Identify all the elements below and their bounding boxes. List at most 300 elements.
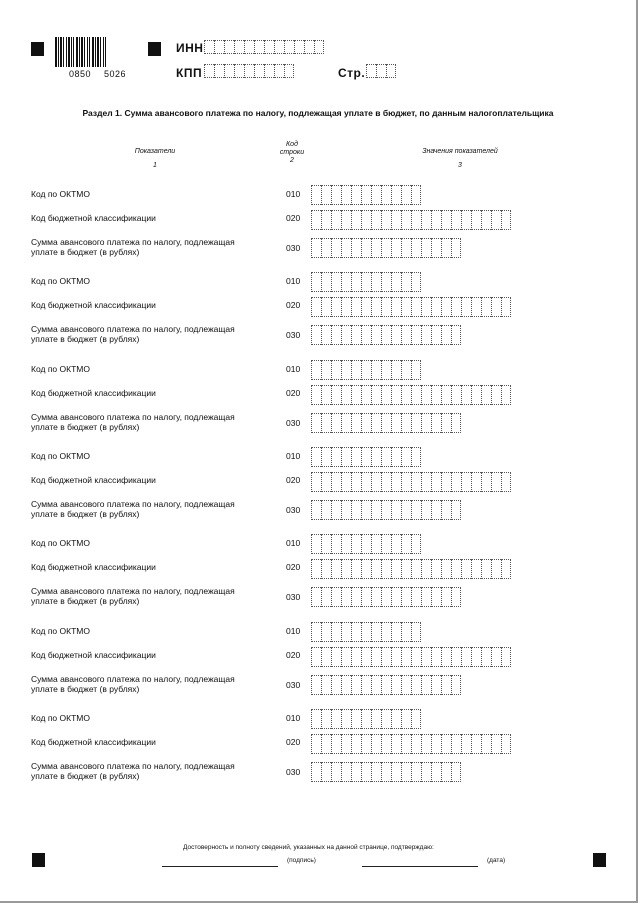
input-cell[interactable] <box>401 210 411 230</box>
value-field-oktmo[interactable] <box>311 272 421 292</box>
input-cell[interactable] <box>341 534 351 554</box>
input-cell[interactable] <box>361 734 371 754</box>
input-cell[interactable] <box>341 185 351 205</box>
input-cell[interactable] <box>371 210 381 230</box>
input-cell[interactable] <box>451 210 461 230</box>
input-cell[interactable] <box>481 559 491 579</box>
input-cell[interactable] <box>421 500 431 520</box>
input-cell[interactable] <box>441 385 451 405</box>
input-cell[interactable] <box>501 559 511 579</box>
input-cell[interactable] <box>311 413 321 433</box>
input-cell[interactable] <box>391 210 401 230</box>
input-cell[interactable] <box>371 297 381 317</box>
input-cell[interactable] <box>331 647 341 667</box>
input-cell[interactable] <box>391 447 401 467</box>
input-cell[interactable] <box>381 762 391 782</box>
input-cell[interactable] <box>371 413 381 433</box>
input-cell[interactable] <box>331 325 341 345</box>
input-cell[interactable] <box>431 762 441 782</box>
input-cell[interactable] <box>401 472 411 492</box>
input-cell[interactable] <box>351 297 361 317</box>
input-cell[interactable] <box>501 210 511 230</box>
input-cell[interactable] <box>321 238 331 258</box>
input-cell[interactable] <box>451 675 461 695</box>
input-cell[interactable] <box>331 534 341 554</box>
input-cell[interactable] <box>491 385 501 405</box>
input-cell[interactable] <box>391 272 401 292</box>
input-cell[interactable] <box>341 500 351 520</box>
input-cell[interactable] <box>331 297 341 317</box>
input-cell[interactable] <box>234 64 244 78</box>
input-cell[interactable] <box>311 272 321 292</box>
input-cell[interactable] <box>361 325 371 345</box>
input-cell[interactable] <box>381 297 391 317</box>
input-cell[interactable] <box>351 185 361 205</box>
input-cell[interactable] <box>381 675 391 695</box>
input-cell[interactable] <box>471 297 481 317</box>
input-cell[interactable] <box>391 734 401 754</box>
input-cell[interactable] <box>501 647 511 667</box>
input-cell[interactable] <box>491 559 501 579</box>
input-cell[interactable] <box>361 534 371 554</box>
value-field-sum[interactable] <box>311 413 461 433</box>
input-cell[interactable] <box>491 472 501 492</box>
input-cell[interactable] <box>441 734 451 754</box>
input-cell[interactable] <box>491 210 501 230</box>
input-cell[interactable] <box>331 559 341 579</box>
input-cell[interactable] <box>481 472 491 492</box>
input-cell[interactable] <box>461 385 471 405</box>
input-cell[interactable] <box>361 297 371 317</box>
input-cell[interactable] <box>401 238 411 258</box>
input-cell[interactable] <box>451 647 461 667</box>
input-cell[interactable] <box>321 385 331 405</box>
value-field-sum[interactable] <box>311 500 461 520</box>
input-cell[interactable] <box>421 675 431 695</box>
input-cell[interactable] <box>381 734 391 754</box>
input-cell[interactable] <box>351 734 361 754</box>
input-cell[interactable] <box>341 472 351 492</box>
input-cell[interactable] <box>214 64 224 78</box>
input-cell[interactable] <box>401 675 411 695</box>
input-cell[interactable] <box>331 447 341 467</box>
input-cell[interactable] <box>451 734 461 754</box>
input-cell[interactable] <box>214 40 224 54</box>
input-cell[interactable] <box>391 709 401 729</box>
input-cell[interactable] <box>401 185 411 205</box>
input-cell[interactable] <box>331 360 341 380</box>
input-cell[interactable] <box>401 647 411 667</box>
input-cell[interactable] <box>391 622 401 642</box>
input-cell[interactable] <box>431 734 441 754</box>
value-field-kbk[interactable] <box>311 559 511 579</box>
input-cell[interactable] <box>491 297 501 317</box>
input-cell[interactable] <box>331 587 341 607</box>
input-cell[interactable] <box>481 297 491 317</box>
input-cell[interactable] <box>431 325 441 345</box>
input-cell[interactable] <box>501 734 511 754</box>
input-cell[interactable] <box>411 472 421 492</box>
signature-line[interactable] <box>162 866 278 867</box>
input-cell[interactable] <box>284 64 294 78</box>
input-cell[interactable] <box>411 534 421 554</box>
input-cell[interactable] <box>421 559 431 579</box>
input-cell[interactable] <box>391 587 401 607</box>
input-cell[interactable] <box>421 325 431 345</box>
input-cell[interactable] <box>224 64 234 78</box>
input-cell[interactable] <box>361 709 371 729</box>
input-cell[interactable] <box>361 272 371 292</box>
input-cell[interactable] <box>361 210 371 230</box>
input-cell[interactable] <box>451 385 461 405</box>
date-line[interactable] <box>362 866 478 867</box>
input-cell[interactable] <box>341 325 351 345</box>
input-cell[interactable] <box>311 500 321 520</box>
input-cell[interactable] <box>321 210 331 230</box>
input-cell[interactable] <box>431 587 441 607</box>
input-cell[interactable] <box>321 360 331 380</box>
input-cell[interactable] <box>421 472 431 492</box>
input-cell[interactable] <box>371 238 381 258</box>
input-cell[interactable] <box>371 272 381 292</box>
input-cell[interactable] <box>381 587 391 607</box>
input-cell[interactable] <box>481 734 491 754</box>
input-cell[interactable] <box>461 647 471 667</box>
input-cell[interactable] <box>401 500 411 520</box>
input-cell[interactable] <box>401 447 411 467</box>
input-cell[interactable] <box>351 385 361 405</box>
input-cell[interactable] <box>451 559 461 579</box>
input-cell[interactable] <box>294 40 304 54</box>
input-cell[interactable] <box>254 40 264 54</box>
input-cell[interactable] <box>391 472 401 492</box>
input-cell[interactable] <box>351 534 361 554</box>
input-cell[interactable] <box>431 559 441 579</box>
input-cell[interactable] <box>401 325 411 345</box>
input-cell[interactable] <box>461 297 471 317</box>
input-cell[interactable] <box>381 559 391 579</box>
input-cell[interactable] <box>381 360 391 380</box>
input-cell[interactable] <box>321 762 331 782</box>
input-cell[interactable] <box>441 238 451 258</box>
input-cell[interactable] <box>371 360 381 380</box>
input-cell[interactable] <box>441 500 451 520</box>
input-cell[interactable] <box>341 238 351 258</box>
input-cell[interactable] <box>451 500 461 520</box>
input-cell[interactable] <box>264 64 274 78</box>
input-cell[interactable] <box>441 587 451 607</box>
input-cell[interactable] <box>321 675 331 695</box>
input-cell[interactable] <box>376 64 386 78</box>
value-field-oktmo[interactable] <box>311 447 421 467</box>
input-cell[interactable] <box>321 472 331 492</box>
input-cell[interactable] <box>371 534 381 554</box>
input-cell[interactable] <box>451 413 461 433</box>
input-cell[interactable] <box>331 272 341 292</box>
input-cell[interactable] <box>351 647 361 667</box>
input-cell[interactable] <box>371 675 381 695</box>
input-cell[interactable] <box>341 210 351 230</box>
input-cell[interactable] <box>331 762 341 782</box>
input-cell[interactable] <box>311 447 321 467</box>
value-field-oktmo[interactable] <box>311 622 421 642</box>
input-cell[interactable] <box>361 762 371 782</box>
input-cell[interactable] <box>361 413 371 433</box>
input-cell[interactable] <box>431 210 441 230</box>
input-cell[interactable] <box>411 413 421 433</box>
input-cell[interactable] <box>381 238 391 258</box>
input-cell[interactable] <box>401 587 411 607</box>
input-cell[interactable] <box>311 238 321 258</box>
input-cell[interactable] <box>401 360 411 380</box>
input-cell[interactable] <box>381 272 391 292</box>
input-cell[interactable] <box>361 472 371 492</box>
input-cell[interactable] <box>311 472 321 492</box>
input-cell[interactable] <box>311 622 321 642</box>
input-cell[interactable] <box>371 647 381 667</box>
input-cell[interactable] <box>341 709 351 729</box>
input-cell[interactable] <box>381 385 391 405</box>
input-cell[interactable] <box>431 500 441 520</box>
input-cell[interactable] <box>441 325 451 345</box>
input-cell[interactable] <box>471 385 481 405</box>
input-cell[interactable] <box>401 622 411 642</box>
input-cell[interactable] <box>411 734 421 754</box>
input-cell[interactable] <box>311 360 321 380</box>
input-cell[interactable] <box>441 762 451 782</box>
input-cell[interactable] <box>341 647 351 667</box>
input-cell[interactable] <box>321 413 331 433</box>
input-cell[interactable] <box>311 185 321 205</box>
input-cell[interactable] <box>351 587 361 607</box>
input-cell[interactable] <box>321 709 331 729</box>
input-cell[interactable] <box>391 500 401 520</box>
input-cell[interactable] <box>254 64 264 78</box>
input-cell[interactable] <box>411 272 421 292</box>
input-cell[interactable] <box>321 734 331 754</box>
input-cell[interactable] <box>264 40 274 54</box>
input-cell[interactable] <box>311 647 321 667</box>
input-cell[interactable] <box>391 297 401 317</box>
input-cell[interactable] <box>411 647 421 667</box>
input-cell[interactable] <box>361 360 371 380</box>
input-cell[interactable] <box>371 472 381 492</box>
input-cell[interactable] <box>321 272 331 292</box>
input-cell[interactable] <box>451 238 461 258</box>
input-cell[interactable] <box>411 360 421 380</box>
input-cell[interactable] <box>391 647 401 667</box>
input-cell[interactable] <box>371 385 381 405</box>
input-cell[interactable] <box>421 734 431 754</box>
input-cell[interactable] <box>441 675 451 695</box>
input-cell[interactable] <box>491 647 501 667</box>
input-cell[interactable] <box>361 185 371 205</box>
value-field-oktmo[interactable] <box>311 185 421 205</box>
input-cell[interactable] <box>411 210 421 230</box>
input-cell[interactable] <box>501 385 511 405</box>
input-cell[interactable] <box>341 447 351 467</box>
value-field-kbk[interactable] <box>311 210 511 230</box>
input-cell[interactable] <box>381 500 391 520</box>
input-cell[interactable] <box>471 734 481 754</box>
input-cell[interactable] <box>311 762 321 782</box>
input-cell[interactable] <box>441 472 451 492</box>
input-cell[interactable] <box>244 40 254 54</box>
inn-field[interactable] <box>204 40 324 54</box>
input-cell[interactable] <box>421 762 431 782</box>
kpp-field[interactable] <box>204 64 294 78</box>
input-cell[interactable] <box>311 210 321 230</box>
input-cell[interactable] <box>411 185 421 205</box>
input-cell[interactable] <box>341 297 351 317</box>
input-cell[interactable] <box>411 447 421 467</box>
input-cell[interactable] <box>421 297 431 317</box>
input-cell[interactable] <box>331 675 341 695</box>
input-cell[interactable] <box>401 413 411 433</box>
value-field-kbk[interactable] <box>311 647 511 667</box>
value-field-sum[interactable] <box>311 325 461 345</box>
input-cell[interactable] <box>441 297 451 317</box>
input-cell[interactable] <box>321 297 331 317</box>
input-cell[interactable] <box>341 360 351 380</box>
input-cell[interactable] <box>411 762 421 782</box>
input-cell[interactable] <box>351 272 361 292</box>
input-cell[interactable] <box>391 238 401 258</box>
value-field-oktmo[interactable] <box>311 534 421 554</box>
input-cell[interactable] <box>371 734 381 754</box>
input-cell[interactable] <box>331 500 341 520</box>
value-field-sum[interactable] <box>311 675 461 695</box>
input-cell[interactable] <box>401 709 411 729</box>
input-cell[interactable] <box>411 325 421 345</box>
input-cell[interactable] <box>304 40 314 54</box>
input-cell[interactable] <box>431 238 441 258</box>
input-cell[interactable] <box>431 385 441 405</box>
input-cell[interactable] <box>331 622 341 642</box>
input-cell[interactable] <box>234 40 244 54</box>
input-cell[interactable] <box>411 675 421 695</box>
input-cell[interactable] <box>431 675 441 695</box>
input-cell[interactable] <box>341 272 351 292</box>
input-cell[interactable] <box>381 534 391 554</box>
input-cell[interactable] <box>341 734 351 754</box>
input-cell[interactable] <box>321 185 331 205</box>
input-cell[interactable] <box>311 709 321 729</box>
input-cell[interactable] <box>381 472 391 492</box>
input-cell[interactable] <box>411 587 421 607</box>
input-cell[interactable] <box>431 413 441 433</box>
input-cell[interactable] <box>391 385 401 405</box>
input-cell[interactable] <box>341 762 351 782</box>
input-cell[interactable] <box>401 272 411 292</box>
input-cell[interactable] <box>481 647 491 667</box>
input-cell[interactable] <box>421 413 431 433</box>
value-field-oktmo[interactable] <box>311 360 421 380</box>
input-cell[interactable] <box>351 413 361 433</box>
input-cell[interactable] <box>351 238 361 258</box>
input-cell[interactable] <box>451 472 461 492</box>
input-cell[interactable] <box>391 675 401 695</box>
input-cell[interactable] <box>501 297 511 317</box>
input-cell[interactable] <box>204 64 214 78</box>
input-cell[interactable] <box>274 40 284 54</box>
input-cell[interactable] <box>361 500 371 520</box>
input-cell[interactable] <box>314 40 324 54</box>
input-cell[interactable] <box>391 559 401 579</box>
input-cell[interactable] <box>391 325 401 345</box>
input-cell[interactable] <box>391 360 401 380</box>
input-cell[interactable] <box>371 622 381 642</box>
input-cell[interactable] <box>451 587 461 607</box>
input-cell[interactable] <box>431 647 441 667</box>
input-cell[interactable] <box>311 559 321 579</box>
value-field-kbk[interactable] <box>311 297 511 317</box>
input-cell[interactable] <box>381 447 391 467</box>
input-cell[interactable] <box>461 734 471 754</box>
input-cell[interactable] <box>451 762 461 782</box>
input-cell[interactable] <box>401 534 411 554</box>
input-cell[interactable] <box>391 534 401 554</box>
input-cell[interactable] <box>331 185 341 205</box>
input-cell[interactable] <box>361 587 371 607</box>
input-cell[interactable] <box>491 734 501 754</box>
input-cell[interactable] <box>331 472 341 492</box>
input-cell[interactable] <box>441 559 451 579</box>
input-cell[interactable] <box>351 762 361 782</box>
input-cell[interactable] <box>411 238 421 258</box>
input-cell[interactable] <box>381 622 391 642</box>
input-cell[interactable] <box>274 64 284 78</box>
input-cell[interactable] <box>371 185 381 205</box>
input-cell[interactable] <box>341 675 351 695</box>
input-cell[interactable] <box>411 500 421 520</box>
input-cell[interactable] <box>311 297 321 317</box>
input-cell[interactable] <box>321 587 331 607</box>
input-cell[interactable] <box>371 587 381 607</box>
input-cell[interactable] <box>401 385 411 405</box>
input-cell[interactable] <box>351 210 361 230</box>
input-cell[interactable] <box>321 500 331 520</box>
input-cell[interactable] <box>351 622 361 642</box>
value-field-kbk[interactable] <box>311 385 511 405</box>
input-cell[interactable] <box>481 385 491 405</box>
input-cell[interactable] <box>411 385 421 405</box>
input-cell[interactable] <box>361 238 371 258</box>
input-cell[interactable] <box>421 647 431 667</box>
input-cell[interactable] <box>411 622 421 642</box>
input-cell[interactable] <box>391 413 401 433</box>
input-cell[interactable] <box>431 297 441 317</box>
input-cell[interactable] <box>461 559 471 579</box>
input-cell[interactable] <box>341 385 351 405</box>
input-cell[interactable] <box>311 587 321 607</box>
input-cell[interactable] <box>204 40 214 54</box>
input-cell[interactable] <box>351 447 361 467</box>
input-cell[interactable] <box>244 64 254 78</box>
input-cell[interactable] <box>331 413 341 433</box>
input-cell[interactable] <box>471 210 481 230</box>
input-cell[interactable] <box>461 472 471 492</box>
input-cell[interactable] <box>391 185 401 205</box>
input-cell[interactable] <box>371 709 381 729</box>
input-cell[interactable] <box>361 622 371 642</box>
value-field-sum[interactable] <box>311 238 461 258</box>
input-cell[interactable] <box>451 297 461 317</box>
input-cell[interactable] <box>321 325 331 345</box>
input-cell[interactable] <box>361 559 371 579</box>
input-cell[interactable] <box>341 559 351 579</box>
input-cell[interactable] <box>411 709 421 729</box>
